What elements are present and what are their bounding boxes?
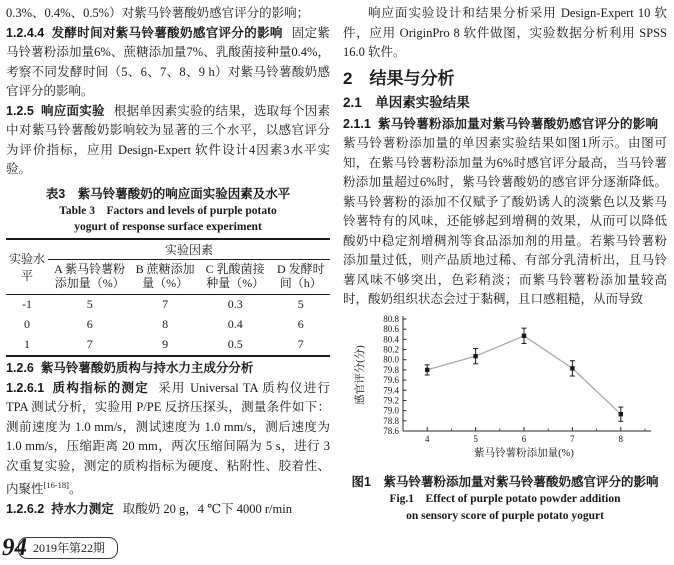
issue-badge: 2019年第22期 [18, 537, 118, 559]
table3-caption-en-line2: yogurt of response surface experiment [74, 220, 262, 233]
section-number: 2.1.1 [343, 116, 371, 131]
table-cell: 8 [162, 317, 169, 331]
table-column-header-row [6, 259, 330, 294]
page-number: 94 [2, 534, 27, 561]
svg-text:80.4: 80.4 [383, 333, 399, 344]
table3-caption-zh: 表3 紫马铃薯酸奶的响应面实验因素及水平 [45, 186, 291, 201]
section-body-text: 采用 Universal TA 质构仪进行 TPA 测试分析，实验用 P/PE 反挤压探头，测量条件如下：测前速度为 1.0 mm/s，测试速度为 1.0 mm/s，测后速度为 1.0 mm/s，压缩距离 20 mm，两次压缩间隔为 5 s，进行 3 次重复实验，测定的质构指标为硬度、粘附性、胶着性、内聚性 [6, 380, 330, 497]
svg-text:紫马铃薯粉添加量(%): 紫马铃薯粉添加量(%) [474, 447, 574, 459]
column-header: B 蔗糖添加量（%） [131, 259, 198, 294]
table-cell: 6 [86, 317, 93, 331]
figure1-caption-en-line1: Fig.1 Effect of purple potato powder addition [389, 492, 621, 505]
table-3-factors-levels [6, 238, 330, 357]
svg-text:8: 8 [618, 433, 624, 444]
section-number: 1.2.6 [6, 360, 34, 375]
svg-text:79.8: 79.8 [383, 364, 399, 375]
section-1-2-6-1 [6, 379, 330, 500]
section-title: 质构指标的测定 [51, 380, 150, 395]
heading-results-discussion: 2 结果与分析 [343, 68, 455, 88]
svg-text:6: 6 [521, 433, 527, 444]
table-cell: 0.4 [227, 317, 243, 331]
page-footer [2, 535, 118, 561]
svg-text:79.0: 79.0 [383, 405, 399, 416]
citation-reference: [16-18] [43, 480, 70, 490]
table-row-header: 实验水平 [6, 239, 48, 295]
svg-text:4: 4 [424, 433, 430, 444]
table-cell: 9 [162, 337, 169, 351]
svg-text:7: 7 [570, 433, 575, 444]
section-title: 持水力测定 [51, 501, 114, 516]
figure1-caption-en-line2: on sensory score of purple potato yogurt [406, 509, 604, 522]
paragraph-continued [6, 4, 330, 24]
table-row [6, 335, 330, 356]
section-1-2-6 [6, 358, 330, 378]
section-number: 1.2.6.1 [6, 380, 45, 395]
paragraph-text: 响应面实验设计和结果分析采用 Design-Expert 10 软件，应用 OriginPro 8 软件做图，实验数据分析利用 SPSS 16.0 软件。 [343, 6, 667, 59]
section-body-text: 。 [69, 482, 82, 497]
column-header: A 紫马铃薯粉添加量（%） [48, 259, 131, 294]
svg-text:感官评分(分): 感官评分(分) [355, 344, 366, 405]
section-number: 1.2.6.2 [6, 501, 45, 516]
table-group-header: 实验因素 [48, 239, 330, 260]
section-body-text: 取酸奶 20 g，4 ℃下 4000 r/min [122, 501, 292, 516]
svg-text:79.2: 79.2 [383, 394, 399, 405]
heading-single-factor-results: 2.1 单因素实验结果 [343, 94, 470, 110]
table-cell: 0 [24, 317, 30, 331]
table-spanner-row [6, 239, 330, 260]
section-number: 1.2.5 [6, 103, 34, 118]
section-title: 紫马铃薯酸奶质构与持水力主成分分析 [40, 360, 254, 375]
column-header: C 乳酸菌接种量（%） [199, 259, 272, 294]
table-cell: 0.5 [227, 337, 243, 351]
paragraph-continued-text: 0.3%、0.4%、0.5%）对紫马铃薯酸奶感官评分的影响； [6, 6, 310, 20]
svg-text:80.0: 80.0 [383, 354, 399, 365]
svg-text:80.6: 80.6 [383, 323, 399, 334]
section-number: 1.2.4.4 [6, 25, 45, 40]
table-cell: 7 [297, 337, 304, 351]
figure1-line-chart [351, 312, 659, 470]
table-cell: 5 [297, 297, 304, 311]
section-1-2-6-2 [6, 500, 330, 520]
table-cell: -1 [22, 297, 32, 311]
table-cell: 5 [86, 297, 93, 311]
table-cell: 7 [162, 297, 169, 311]
table-row [6, 294, 330, 315]
section-2-1-1 [343, 115, 667, 310]
paragraph-software [343, 4, 667, 63]
section-title: 响应面实验 [40, 103, 105, 118]
right-column [343, 4, 667, 525]
left-column [6, 4, 330, 525]
svg-text:80.8: 80.8 [383, 313, 399, 324]
svg-text:80.2: 80.2 [383, 344, 399, 355]
figure-1 [343, 312, 667, 525]
section-body-text: 紫马铃薯粉添加量的单因素实验结果如图1所示。由图可知，在紫马铃薯粉添加量为6%时感官评分最高，当马铃薯粉添加量超过6%时，紫马铃薯酸奶的感官评分逐渐降低。紫马铃薯粉的添加不仅赋予了酸奶诱人的淡紫色以及紫马铃薯特有的风味，还能够起到增稠的效果，从而可以降低酸奶中稳定剂增稠剂等食品添加剂的用量。若紫马铃薯粉添加量过低，则产品质地过稀、有部分乳清析出，且马铃薯风味不够突出，色彩稍淡；而紫马铃薯粉添加量较高时，酸奶组织状态会过于黏稠，且口感粗糙，从而导致 [343, 136, 667, 306]
table-cell: 1 [24, 337, 30, 351]
table-cell: 0.3 [227, 297, 243, 311]
table-cell: 7 [86, 337, 93, 351]
section-title: 发酵时间对紫马铃薯酸奶感官评分的影响 [51, 25, 283, 40]
svg-text:79.6: 79.6 [383, 374, 399, 385]
section-body-text: 固定紫马铃薯粉添加量6%、蔗糖添加量7%、乳酸菌接种量0.4%，考察不同发酵时间（5、6、7、8、9 h）对紫马铃薯酸奶感官评分的影响。 [6, 25, 330, 98]
section-1-2-5 [6, 102, 330, 180]
section-body-text: 根据单因素实验的结果，选取每个因素中对紫马铃薯酸奶影响较为显著的三个水平，以感官评分为评价指标，应用 Design-Expert 软件设计4因素3水平实验。 [6, 103, 330, 176]
section-1-2-4-4 [6, 24, 330, 102]
section-title: 紫马铃薯粉添加量对紫马铃薯酸奶感官评分的影响 [377, 116, 658, 131]
column-header: D 发酵时间（h） [272, 259, 330, 294]
table-cell: 6 [297, 317, 304, 331]
figure1-caption-zh: 图1 紫马铃薯粉添加量对紫马铃薯酸奶感官评分的影响 [351, 474, 659, 489]
svg-text:78.8: 78.8 [383, 415, 399, 426]
svg-text:5: 5 [473, 433, 478, 444]
svg-text:78.6: 78.6 [383, 425, 399, 436]
table-row [6, 315, 330, 335]
table3-caption-en-line1: Table 3 Factors and levels of purple potato [59, 204, 277, 217]
svg-text:79.4: 79.4 [383, 384, 399, 395]
